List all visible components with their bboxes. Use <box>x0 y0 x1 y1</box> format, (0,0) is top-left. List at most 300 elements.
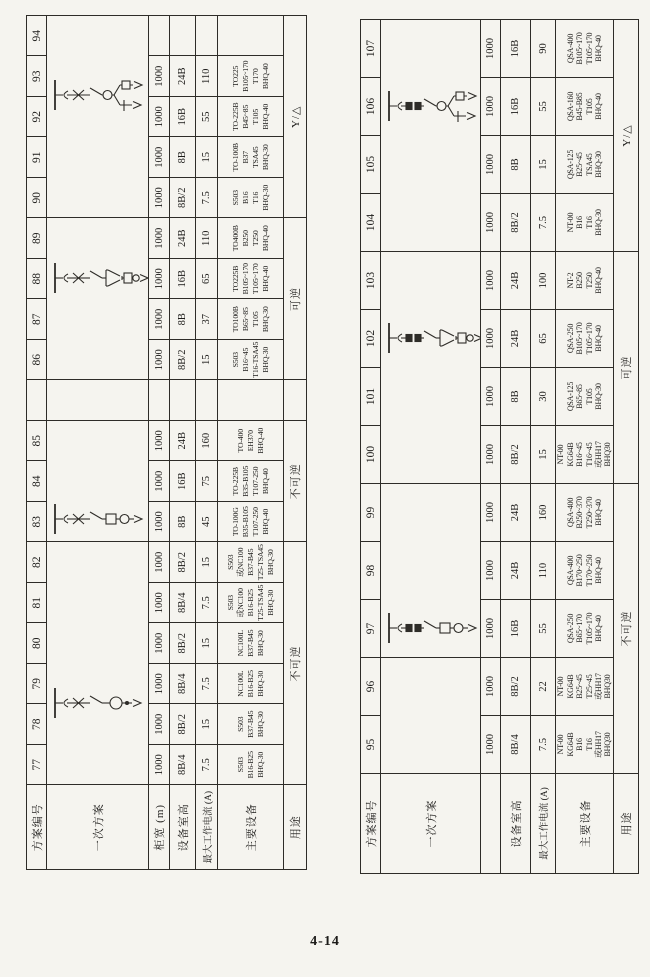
scheme-number-cell: 79 <box>27 664 47 705</box>
equipment-cell <box>556 310 614 368</box>
room-height-cell: 16B <box>170 461 196 502</box>
equipment-line: BHQ-30 <box>265 589 275 616</box>
equipment-cell <box>218 664 284 705</box>
scheme-number-cell: 94 <box>27 16 47 57</box>
equipment-cell <box>556 368 614 426</box>
room-height-cell: 8B/2 <box>501 194 531 252</box>
equipment-line: 或NC100 <box>235 547 245 577</box>
row-label-usage: 用途 <box>614 774 639 874</box>
scheme-number-cell: 106 <box>361 78 381 136</box>
equipment-cell <box>218 704 284 745</box>
scheme-number-cell: 77 <box>27 745 47 786</box>
room-height-cell: 8B/2 <box>501 426 531 484</box>
room-height-cell: 8B <box>170 502 196 543</box>
room-height-cell: 16B <box>170 97 196 138</box>
equipment-line: S503 <box>225 595 235 611</box>
equipment-line: T170 <box>250 68 260 85</box>
equipment-line: T25-TSA45 <box>255 544 265 581</box>
room-height-cell: 24B <box>170 56 196 97</box>
cabinet-width-cell: 1000 <box>481 600 501 658</box>
scheme-number-cell: 81 <box>27 583 47 624</box>
cabinet-width-cell: 1000 <box>149 542 170 583</box>
scheme-number-cell: 107 <box>361 20 381 78</box>
row-label-max-current: 最大工作电流 (A) <box>196 785 218 870</box>
cabinet-width-cell: 1000 <box>149 259 170 300</box>
max-current-cell: 100 <box>531 252 556 310</box>
scheme-number-cell: 105 <box>361 136 381 194</box>
equipment-line: TO-100G <box>230 507 240 537</box>
max-current-cell: 7.5 <box>196 178 218 219</box>
row-label-scheme-no: 方案编号 <box>361 774 381 874</box>
max-current-cell: 65 <box>531 310 556 368</box>
max-current-cell: 7.5 <box>196 583 218 624</box>
room-height-cell: 24B <box>501 310 531 368</box>
equipment-line: BHQ-40 <box>260 225 270 252</box>
circuit-diagram-svg <box>382 253 480 483</box>
equipment-line: B37-B45 <box>245 710 255 738</box>
equipment-line: QSA-400 <box>565 555 575 586</box>
equipment-line: BHQ-30 <box>260 306 270 333</box>
equipment-cell <box>218 623 284 664</box>
equipment-line: B37-B45 <box>245 629 255 657</box>
cabinet-width-cell: 1000 <box>149 218 170 259</box>
page-number: 4-14 <box>310 934 340 949</box>
equipment-line: BHQ30 <box>603 732 613 757</box>
spacer-cell <box>170 380 196 421</box>
cabinet-width-cell: 1000 <box>149 502 170 543</box>
row-label-room-height: 设备室高 <box>170 785 196 870</box>
cabinet-width-cell: 1000 <box>481 658 501 716</box>
equipment-line: T16~45 <box>584 442 594 467</box>
equipment-line: QSA-250 <box>565 323 575 354</box>
max-current-cell: 15 <box>196 340 218 381</box>
equipment-line: B45~85 <box>240 104 250 129</box>
equipment-line: B105~170 <box>575 32 585 65</box>
equipment-line: T16-TSA45 <box>250 341 260 378</box>
spacer-cell <box>170 16 196 57</box>
spacer-cell <box>149 380 170 421</box>
equipment-line: BHQ-30 <box>593 383 603 410</box>
cabinet-width-cell: 1000 <box>149 583 170 624</box>
equipment-line: TO225 <box>230 65 240 87</box>
cabinet-width-cell: 1000 <box>481 484 501 542</box>
max-current-cell: 45 <box>196 502 218 543</box>
row-label-room-height: 设备室高 <box>501 774 531 874</box>
room-height-cell: 8B <box>170 299 196 340</box>
cabinet-width-cell: 1000 <box>149 340 170 381</box>
equipment-line: NT-2 <box>565 272 575 289</box>
max-current-cell: 75 <box>196 461 218 502</box>
equipment-line: TSA45 <box>584 153 594 176</box>
max-current-cell: 22 <box>531 658 556 716</box>
equipment-line: B35-B105 <box>240 506 250 538</box>
equipment-line: BHQ-40 <box>255 427 265 454</box>
equipment-line: S503 <box>235 716 245 732</box>
equipment-line: BHQ-30 <box>255 630 265 657</box>
equipment-line: NT-00 <box>556 444 566 465</box>
equipment-cell <box>218 56 284 97</box>
equipment-line: B105~170 <box>240 263 250 295</box>
equipment-cell <box>556 542 614 600</box>
equipment-line: T105 <box>584 388 594 405</box>
equipment-line: T105 <box>250 311 260 328</box>
equipment-cell <box>218 218 284 259</box>
equipment-cell <box>556 484 614 542</box>
circuit-diagram-svg <box>48 220 148 380</box>
equipment-line: TO-225B <box>230 467 240 496</box>
max-current-cell: 15 <box>196 542 218 583</box>
equipment-cell <box>556 78 614 136</box>
scheme-number-cell: 89 <box>27 218 47 259</box>
equipment-line: T16 <box>250 191 260 204</box>
primary-scheme-cell <box>47 421 149 543</box>
equipment-line: B65~170 <box>575 614 585 643</box>
usage-cell: 不可逆 <box>284 421 307 543</box>
equipment-line: QSA-160 <box>565 91 575 122</box>
equipment-cell <box>556 658 614 716</box>
equipment-line: EH370 <box>245 430 255 452</box>
max-current-cell: 110 <box>196 218 218 259</box>
usage-cell: 不可逆 <box>614 484 639 774</box>
spacer-cell <box>284 380 307 421</box>
equipment-line: BHQ-40 <box>593 615 603 642</box>
scheme-number-cell: 100 <box>361 426 381 484</box>
equipment-line: BHQ-40 <box>593 499 603 526</box>
equipment-line: B16 <box>240 191 250 204</box>
equipment-line: BHQ-40 <box>260 103 270 130</box>
room-height-cell: 8B/2 <box>170 178 196 219</box>
room-height-cell: 8B/2 <box>170 704 196 745</box>
max-current-cell: 15 <box>531 426 556 484</box>
equipment-line: S503 <box>235 757 245 773</box>
equipment-line: NT-00 <box>556 734 566 755</box>
equipment-cell <box>556 252 614 310</box>
room-height-cell: 8B/2 <box>170 623 196 664</box>
scheme-number-cell: 102 <box>361 310 381 368</box>
row-label-main-equipment: 主要设备 <box>556 774 614 874</box>
max-current-cell: 7.5 <box>196 664 218 705</box>
equipment-line: TSA45 <box>250 146 260 169</box>
scheme-number-cell: 86 <box>27 340 47 381</box>
equipment-line: B16~45 <box>575 442 585 467</box>
equipment-line: BHQ-30 <box>255 670 265 697</box>
equipment-line: QSA-125 <box>565 149 575 180</box>
equipment-line: S503 <box>230 190 240 206</box>
equipment-line: TO-100B <box>230 143 240 172</box>
cabinet-width-cell: 1000 <box>481 20 501 78</box>
equipment-line: BHQ-40 <box>260 508 270 535</box>
scheme-number-cell: 78 <box>27 704 47 745</box>
row-label-primary-scheme: 一次方案 <box>47 785 149 870</box>
equipment-line: T250 <box>250 230 260 247</box>
room-height-cell: 24B <box>170 421 196 462</box>
spacer-cell <box>218 16 284 57</box>
circuit-diagram-svg <box>382 21 480 251</box>
equipment-line: BHQ-40 <box>260 468 270 495</box>
scheme-table-left <box>26 16 307 871</box>
equipment-line: NT-00 <box>556 676 566 697</box>
spacer-cell <box>196 16 218 57</box>
equipment-line: BHQ-30 <box>593 209 603 236</box>
primary-scheme-cell <box>381 252 481 484</box>
equipment-line: BHQ-40 <box>593 557 603 584</box>
cabinet-width-cell: 1000 <box>149 421 170 462</box>
equipment-line: B45-B85 <box>575 92 585 121</box>
equipment-line: B25~45 <box>575 152 585 177</box>
equipment-cell <box>556 20 614 78</box>
equipment-line: BHQ-40 <box>260 63 270 90</box>
scheme-number-cell: 87 <box>27 299 47 340</box>
usage-cell: 不可逆 <box>284 542 307 785</box>
scheme-number-cell: 85 <box>27 421 47 462</box>
cabinet-width-cell: 1000 <box>149 97 170 138</box>
cabinet-width-cell: 1000 <box>149 56 170 97</box>
cabinet-width-cell: 1000 <box>481 252 501 310</box>
room-height-cell: 8B/2 <box>170 542 196 583</box>
equipment-line: T25~45 <box>584 674 594 699</box>
usage-cell: Y/△ <box>614 20 639 252</box>
scheme-number-cell: 80 <box>27 623 47 664</box>
equipment-line: B37 <box>240 151 250 164</box>
primary-scheme-cell <box>47 542 149 785</box>
equipment-line: 或HH17 <box>593 673 603 700</box>
scheme-number-cell: 98 <box>361 542 381 600</box>
row-label-scheme-no: 方案编号 <box>27 785 47 870</box>
equipment-line: B250 <box>240 230 250 247</box>
max-current-cell: 90 <box>531 20 556 78</box>
equipment-cell <box>218 97 284 138</box>
equipment-line: QSA-125 <box>565 381 575 412</box>
room-height-cell: 16B <box>501 20 531 78</box>
equipment-line: TO225B <box>230 265 240 292</box>
max-current-cell: 15 <box>531 136 556 194</box>
primary-scheme-table <box>360 19 639 874</box>
equipment-line: B250~370 <box>575 496 585 529</box>
scheme-table-right <box>360 20 638 875</box>
equipment-line: BHQ30 <box>603 442 613 467</box>
cabinet-width-cell: 1000 <box>481 310 501 368</box>
max-current-cell: 55 <box>531 600 556 658</box>
scheme-number-cell: 95 <box>361 716 381 774</box>
equipment-line: B16~45 <box>240 347 250 372</box>
primary-scheme-table <box>26 15 307 870</box>
primary-scheme-cell <box>381 20 481 252</box>
scheme-number-cell: 93 <box>27 56 47 97</box>
equipment-line: B35-B105 <box>240 465 250 497</box>
equipment-cell <box>556 194 614 252</box>
equipment-line: KG64B <box>565 674 575 699</box>
max-current-cell: 15 <box>196 137 218 178</box>
scheme-number-cell: 82 <box>27 542 47 583</box>
max-current-cell: 55 <box>196 97 218 138</box>
equipment-line: KG64B <box>565 442 575 467</box>
equipment-line: T105~170 <box>584 32 594 65</box>
equipment-line: T107-250 <box>250 507 260 537</box>
scheme-number-cell: 92 <box>27 97 47 138</box>
equipment-line: TO400B <box>230 225 240 252</box>
circuit-diagram-svg <box>48 18 148 218</box>
equipment-line: BHQ-40 <box>260 265 270 292</box>
equipment-line: B16 <box>575 216 585 229</box>
usage-cell: 可逆 <box>614 252 639 484</box>
equipment-cell <box>556 600 614 658</box>
equipment-line: B65~85 <box>240 307 250 332</box>
equipment-line: BHQ-40 <box>593 35 603 62</box>
scheme-number-cell: 97 <box>361 600 381 658</box>
equipment-line: T16 <box>584 738 594 751</box>
equipment-line: 或HH17 <box>593 441 603 468</box>
max-current-cell: 37 <box>196 299 218 340</box>
equipment-line: NC100L <box>235 670 245 697</box>
equipment-cell <box>218 178 284 219</box>
equipment-line: T250 <box>584 272 594 289</box>
scheme-number-cell: 99 <box>361 484 381 542</box>
cabinet-width-cell: 1000 <box>149 178 170 219</box>
max-current-cell: 55 <box>531 78 556 136</box>
row-label-main-equipment: 主要设备 <box>218 785 284 870</box>
scheme-number-cell: 90 <box>27 178 47 219</box>
spacer-cell <box>196 380 218 421</box>
room-height-cell: 24B <box>170 218 196 259</box>
usage-cell: Y/△ <box>284 16 307 219</box>
equipment-line: QSA-250 <box>565 613 575 644</box>
room-height-cell: 8B/2 <box>501 658 531 716</box>
row-label-usage: 用途 <box>284 785 307 870</box>
room-height-cell: 8B/2 <box>170 340 196 381</box>
equipment-cell <box>218 421 284 462</box>
equipment-line: B25~45 <box>575 674 585 699</box>
max-current-cell: 15 <box>196 623 218 664</box>
equipment-line: B16-B25 <box>245 751 255 779</box>
equipment-line: BHQ-40 <box>593 93 603 120</box>
equipment-cell <box>218 299 284 340</box>
equipment-line: T105 <box>250 108 260 125</box>
room-height-cell: 8B <box>170 137 196 178</box>
cabinet-width-cell: 1000 <box>481 136 501 194</box>
equipment-cell <box>218 745 284 786</box>
spacer-cell <box>27 380 47 421</box>
row-label-cabinet-width <box>481 774 501 874</box>
max-current-cell: 7.5 <box>531 716 556 774</box>
equipment-line: B65~85 <box>575 384 585 409</box>
equipment-line: 或HH17 <box>593 731 603 758</box>
cabinet-width-cell: 1000 <box>149 664 170 705</box>
equipment-line: B37-B45 <box>245 548 255 576</box>
equipment-line: BHQ-30 <box>255 711 265 738</box>
max-current-cell: 160 <box>531 484 556 542</box>
primary-scheme-cell <box>47 218 149 380</box>
equipment-line: T170~250 <box>584 554 594 587</box>
scheme-number-cell: 91 <box>27 137 47 178</box>
circuit-diagram-svg <box>48 423 148 542</box>
equipment-line: B250 <box>575 272 585 289</box>
equipment-line: TO-225B <box>230 102 240 131</box>
cabinet-width-cell: 1000 <box>149 745 170 786</box>
scheme-number-cell: 103 <box>361 252 381 310</box>
cabinet-width-cell: 1000 <box>481 426 501 484</box>
cabinet-width-cell: 1000 <box>481 542 501 600</box>
equipment-line: T105~170 <box>250 263 260 295</box>
scheme-number-cell: 96 <box>361 658 381 716</box>
equipment-line: B105~170 <box>240 60 250 92</box>
equipment-cell <box>556 426 614 484</box>
scheme-number-cell: 101 <box>361 368 381 426</box>
equipment-cell <box>218 137 284 178</box>
primary-scheme-empty-cell <box>381 658 481 774</box>
spacer-cell <box>149 16 170 57</box>
room-height-cell: 16B <box>501 78 531 136</box>
equipment-line: T25-TSA45 <box>255 584 265 621</box>
equipment-line: BHQ-30 <box>260 144 270 171</box>
equipment-line: B170~250 <box>575 554 585 587</box>
scheme-number-cell: 84 <box>27 461 47 502</box>
equipment-line: T105~170 <box>584 322 594 355</box>
room-height-cell: 24B <box>501 484 531 542</box>
equipment-line: BHQ-30 <box>593 151 603 178</box>
cabinet-width-cell: 1000 <box>481 194 501 252</box>
cabinet-width-cell: 1000 <box>149 461 170 502</box>
circuit-diagram-svg <box>48 544 148 785</box>
equipment-cell <box>218 502 284 543</box>
equipment-line: TO-400 <box>235 429 245 453</box>
equipment-line: KG64B <box>565 732 575 757</box>
equipment-line: BHQ-40 <box>593 267 603 294</box>
cabinet-width-cell: 1000 <box>481 78 501 136</box>
max-current-cell: 110 <box>196 56 218 97</box>
equipment-cell <box>218 583 284 624</box>
room-height-cell: 24B <box>501 252 531 310</box>
room-height-cell: 8B/4 <box>501 716 531 774</box>
equipment-line: T105 <box>584 98 594 115</box>
cabinet-width-cell: 1000 <box>481 716 501 774</box>
equipment-cell <box>218 542 284 583</box>
room-height-cell: 8B/4 <box>170 583 196 624</box>
primary-scheme-cell <box>47 16 149 219</box>
circuit-diagram-svg <box>382 485 480 657</box>
equipment-line: BHQ-30 <box>260 346 270 373</box>
equipment-cell <box>218 259 284 300</box>
equipment-cell <box>556 716 614 774</box>
equipment-line: B16 <box>575 738 585 751</box>
room-height-cell: 24B <box>501 542 531 600</box>
room-height-cell: 8B <box>501 136 531 194</box>
equipment-line: BHQ-30 <box>265 549 275 576</box>
equipment-line: TO100B <box>230 306 240 333</box>
equipment-line: BHQ-40 <box>593 325 603 352</box>
row-label-cabinet-width: 柜宽 (m) <box>149 785 170 870</box>
room-height-cell: 8B/4 <box>170 664 196 705</box>
cabinet-width-cell: 1000 <box>481 368 501 426</box>
max-current-cell: 110 <box>531 542 556 600</box>
equipment-line: BHQ-30 <box>260 184 270 211</box>
equipment-line: T250~370 <box>584 496 594 529</box>
room-height-cell: 8B/4 <box>170 745 196 786</box>
equipment-cell <box>218 340 284 381</box>
primary-scheme-cell <box>381 484 481 658</box>
equipment-line: T105~170 <box>584 612 594 645</box>
equipment-line: NC100L <box>235 630 245 657</box>
equipment-line: B16-B25 <box>245 589 255 617</box>
scheme-number-cell: 83 <box>27 502 47 543</box>
cabinet-width-cell: 1000 <box>149 704 170 745</box>
max-current-cell: 15 <box>196 704 218 745</box>
spacer-cell <box>218 380 284 421</box>
equipment-line: T16 <box>584 216 594 229</box>
room-height-cell: 16B <box>170 259 196 300</box>
usage-cell: 可逆 <box>284 218 307 380</box>
max-current-cell: 7.5 <box>196 745 218 786</box>
equipment-line: 或NC100 <box>235 588 245 618</box>
